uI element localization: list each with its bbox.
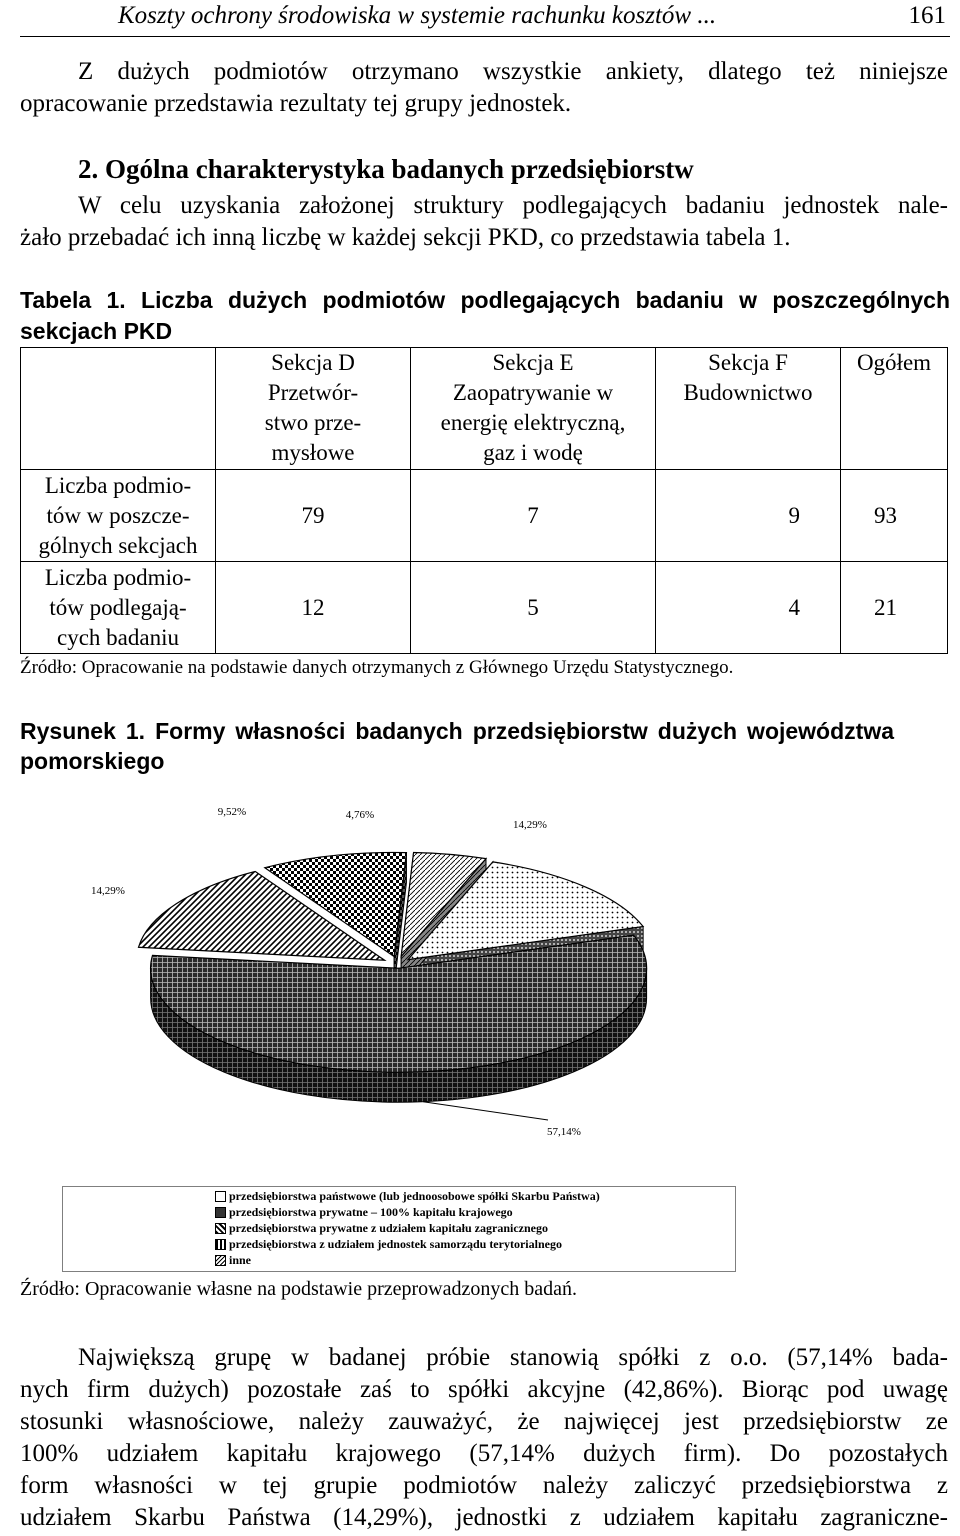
cell-value: 93 [841,470,948,562]
row2-label-l1: Liczba podmio- [44,564,192,590]
legend-item-zagraniczne [215,1221,548,1235]
table-caption-line-1 [20,285,950,316]
table-row [21,562,948,654]
header-sekcja-f-l1: Sekcja F [708,350,788,375]
closing-line-3: stosunki własnościowe, należy zauważyć, że najwięcej jest przedsiębiorstw ze [20,1408,948,1435]
legend-label: inne [229,1252,252,1267]
pie-data-label: 4,76% [345,809,375,821]
pie-leader-lines [423,1102,548,1120]
header-sekcja-e-l1: Sekcja E [492,350,574,375]
legend-item-inne [215,1253,251,1267]
closing-line-1: Największą grupę w badanej próbie stanowią spółki z o.o. (57,14% bada- [78,1344,948,1371]
pie-data-label: 14,29% [91,885,125,897]
pie-data-label: 14,29% [513,819,547,831]
header-sekcja-f-l2: Budownictwo [683,380,813,405]
table-corner-cell [21,348,216,470]
figure-caption-line-2: pomorskiego [20,748,165,774]
intro-line-1: Z dużych podmiotów otrzymano wszystkie ankiety, dlatego też niniejsze [78,58,948,85]
header-sekcja-d-l3: stwo prze- [264,410,362,435]
header-sekcja-f [656,348,841,470]
row1-label-l3: gólnych sekcjach [38,532,198,558]
header-sekcja-e-l2: Zaopatrywanie w [452,380,614,405]
closing-line-5: form własności w tej grupie podmiotów należy zaliczyć przedsiębiorstwa z [20,1472,948,1499]
figure-caption-line-1 [20,716,894,747]
running-header-title: Koszty ochrony środowiska w systemie rachunku kosztów ... [118,2,717,29]
header-sekcja-e-l4: gaz i wodę [483,440,583,465]
chart-legend [62,1186,736,1272]
cell-value: 12 [216,562,411,654]
header-sekcja-d [216,348,411,470]
legend-item-panstwowe [215,1189,600,1203]
page-number: 161 [908,2,946,29]
closing-line-6: udziałem Skarbu Państwa (14,29%), jednostki z udziałem kapitału zagraniczne- [20,1504,948,1531]
table-caption-text: Liczba dużych podmiotów podlegających badaniu w poszczególnych [141,287,950,313]
intro-line-2: opracowanie przedstawia rezultaty tej grupy jednostek. [20,90,572,117]
figure-caption-text: Formy własności badanych przedsiębiorstw dużych województwa [155,718,895,744]
legend-swatch-checker [215,1239,226,1250]
header-sekcja-d-l2: Przetwór- [267,380,359,405]
pie-data-label: 57,14% [547,1126,581,1138]
header-sekcja-e [411,348,656,470]
legend-label: przedsiębiorstwa państwowe (lub jednoosobowe spółki Skarbu Państwa) [229,1188,600,1203]
running-header [20,0,950,37]
row-label-badanie [21,562,216,654]
table-source: Źródło: Opracowanie na podstawie danych otrzymanych z Głównego Urzędu Statystycznego. [20,657,734,678]
table-caption-line-2: sekcjach PKD [20,318,173,344]
legend-item-krajowe [215,1205,513,1219]
cell-value: 9 [656,470,841,562]
legend-label: przedsiębiorstwa z udziałem jednostek samorządu terytorialnego [229,1236,562,1251]
section-line-2: żało przebadać ich inną liczbę w każdej sekcji PKD, co przedstawia tabela 1. [20,224,791,251]
row2-label-l2: tów podlegają- [49,594,187,620]
legend-swatch-dots [215,1191,226,1202]
cell-value: 7 [411,470,656,562]
cell-value: 5 [411,562,656,654]
table-caption-label: Tabela 1. [20,287,126,313]
closing-line-4: 100% udziałem kapitału krajowego (57,14% dużych firm). Do pozostałych [20,1440,948,1467]
pkd-table [20,347,948,654]
pie-data-label: 9,52% [217,806,247,818]
header-sekcja-d-l1: Sekcja D [271,350,355,375]
ownership-pie-chart [0,790,960,1180]
closing-line-2: nych firm dużych) pozostałe zaś to spółki akcyjne (42,86%). Biorąc pod uwagę [20,1376,948,1403]
legend-label: przedsiębiorstwa prywatne – 100% kapitału krajowego [229,1204,513,1219]
cell-value: 4 [656,562,841,654]
row2-label-l3: cych badaniu [57,624,179,650]
row1-label-l2: tów w poszcze- [46,502,190,528]
leader-line [423,1102,548,1120]
header-ogolem-l1: Ogółem [856,350,932,375]
header-ogolem [841,348,948,470]
legend-item-samorzad [215,1237,562,1251]
section-line-1: W celu uzyskania założonej struktury podlegających badaniu jednostek nale- [78,192,948,219]
legend-swatch-hatch [215,1255,226,1266]
figure-source: Źródło: Opracowanie własne na podstawie przeprowadzonych badań. [20,1278,578,1300]
legend-label: przedsiębiorstwa prywatne z udziałem kapitału zagranicznego [229,1220,548,1235]
row1-label-l1: Liczba podmio- [44,472,192,498]
legend-swatch-diagonal [215,1223,226,1234]
row-label-sekcje [21,470,216,562]
header-sekcja-e-l3: energię elektryczną, [440,410,626,435]
header-sekcja-d-l4: mysłowe [271,440,355,465]
cell-value: 21 [841,562,948,654]
table-header-row [21,348,948,470]
cell-value: 79 [216,470,411,562]
figure-caption-label: Rysunek 1. [20,718,146,744]
table-row [21,470,948,562]
section-title: 2. Ogólna charakterystyka badanych przedsiębiorstw [78,154,694,184]
legend-swatch-grid [215,1207,226,1218]
